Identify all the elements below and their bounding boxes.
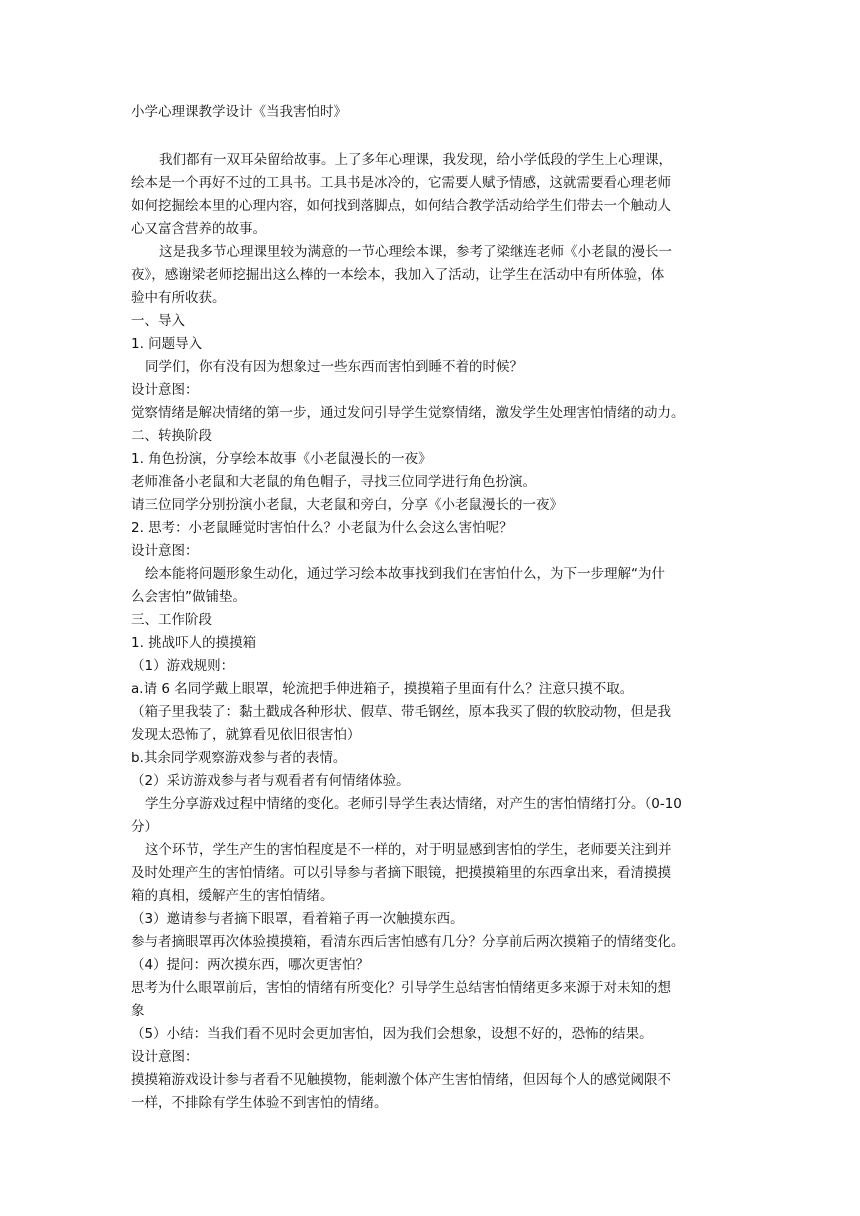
text-line: （5）小结：当我们看不见时会更加害怕，因为我们会想象，设想不好的，恐怖的结果。 (131, 1026, 653, 1042)
text-line: 设计意图： (131, 543, 199, 559)
text-line: （1）游戏规则： (131, 658, 235, 674)
text-line: 么会害怕”做铺垫。 (131, 589, 246, 605)
text-line: 绘本能将问题形象生动化，通过学习绘本故事找到我们在害怕什么，为下一步理解“为什 (145, 566, 665, 582)
text-line: 思考为什么眼罩前后，害怕的情绪有所变化？引导学生总结害怕情绪更多来源于对未知的想 (131, 980, 671, 996)
text-line: （3）邀请参与者摘下眼罩，看着箱子再一次触摸东西。 (131, 911, 464, 927)
document-body (131, 149, 741, 1115)
text-line: 参与者摘眼罩再次体验摸摸箱，看清东西后害怕感有几分？分享前后两次摸箱子的情绪变化。 (131, 934, 685, 950)
text-line: 一、导入 (131, 313, 185, 329)
text-line: 及时处理产生的害怕情绪。可以引导参与者摘下眼镜，把摸摸箱里的东西拿出来，看清摸摸 (131, 865, 671, 881)
text-line: 学生分享游戏过程中情绪的变化。老师引导学生表达情绪，对产生的害怕情绪打分。（0-10 (145, 796, 682, 812)
text-line: b.其余同学观察游戏参与者的表情。 (131, 750, 347, 766)
text-line: 发现太恐怖了，就算看见依旧很害怕） (131, 727, 361, 743)
text-line: 摸摸箱游戏设计参与者看不见触摸物，能刺激个体产生害怕情绪，但因每个人的感觉阈限不 (131, 1072, 671, 1088)
text-line: a.请 6 名同学戴上眼罩，轮流把手伸进箱子，摸摸箱子里面有什么？注意只摸不取。 (131, 681, 634, 697)
text-line: 请三位同学分别扮演小老鼠，大老鼠和旁白，分享《小老鼠漫长的一夜》 (131, 497, 563, 513)
text-line: 二、转换阶段 (131, 428, 212, 444)
text-line: 设计意图： (131, 382, 199, 398)
text-line: （2）采访游戏参与者与观看者有何情绪体验。 (131, 773, 410, 789)
text-line: 设计意图： (131, 1049, 199, 1065)
text-line: 分） (131, 819, 158, 835)
text-line: 2. 思考：小老鼠睡觉时害怕什么？小老鼠为什么会这么害怕呢？ (131, 520, 513, 536)
text-line: 1. 挑战吓人的摸摸箱 (131, 635, 257, 651)
text-line: 同学们，你有没有因为想象过一些东西而害怕到睡不着的时候？ (145, 359, 523, 375)
text-line: 夜》，感谢梁老师挖掘出这么棒的一本绘本，我加入了活动，让学生在活动中有所体验，体 (131, 267, 665, 283)
text-line: 1. 角色扮演，分享绘本故事《小老鼠漫长的一夜》 (131, 451, 432, 467)
text-line: 象 (131, 1003, 145, 1019)
text-line: 绘本是一个再好不过的工具书。工具书是冰冷的，它需要人赋予情感，这就需要看心理老师 (131, 175, 671, 191)
document-title: 小学心理课教学设计《当我害怕时》 (131, 104, 347, 120)
text-line: 觉察情绪是解决情绪的第一步，通过发问引导学生觉察情绪，激发学生处理害怕情绪的动力。 (131, 405, 685, 421)
text-line: （4）提问：两次摸东西，哪次更害怕？ (131, 957, 370, 973)
document-page (131, 101, 741, 1115)
text-line: 箱的真相，缓解产生的害怕情绪。 (131, 888, 334, 904)
title-spacer (131, 123, 741, 149)
text-line: 一样，不排除有学生体验不到害怕的情绪。 (131, 1095, 388, 1111)
text-line: 验中有所收获。 (131, 290, 226, 306)
text-line: 心又富含营养的故事。 (131, 221, 266, 237)
text-line: 我们都有一双耳朵留给故事。上了多年心理课，我发现，给小学低段的学生上心理课， (159, 152, 672, 168)
text-line: 这个环节，学生产生的害怕程度是不一样的，对于明显感到害怕的学生，老师要关注到并 (145, 842, 672, 858)
text-line: （箱子里我装了：黏土戳成各种形状、假草、带毛钢丝，原本我买了假的软胶动物，但是我 (131, 704, 671, 720)
text-line: 三、工作阶段 (131, 612, 212, 628)
text-line: 如何挖掘绘本里的心理内容，如何找到落脚点，如何结合教学活动给学生们带去一个触动人 (131, 198, 671, 214)
text-line: 老师准备小老鼠和大老鼠的角色帽子，寻找三位同学进行角色扮演。 (131, 474, 536, 490)
text-line: 1. 问题导入 (131, 336, 203, 352)
text-line: 这是我多节心理课里较为满意的一节心理绘本课，参考了梁继连老师《小老鼠的漫长一 (159, 244, 672, 260)
